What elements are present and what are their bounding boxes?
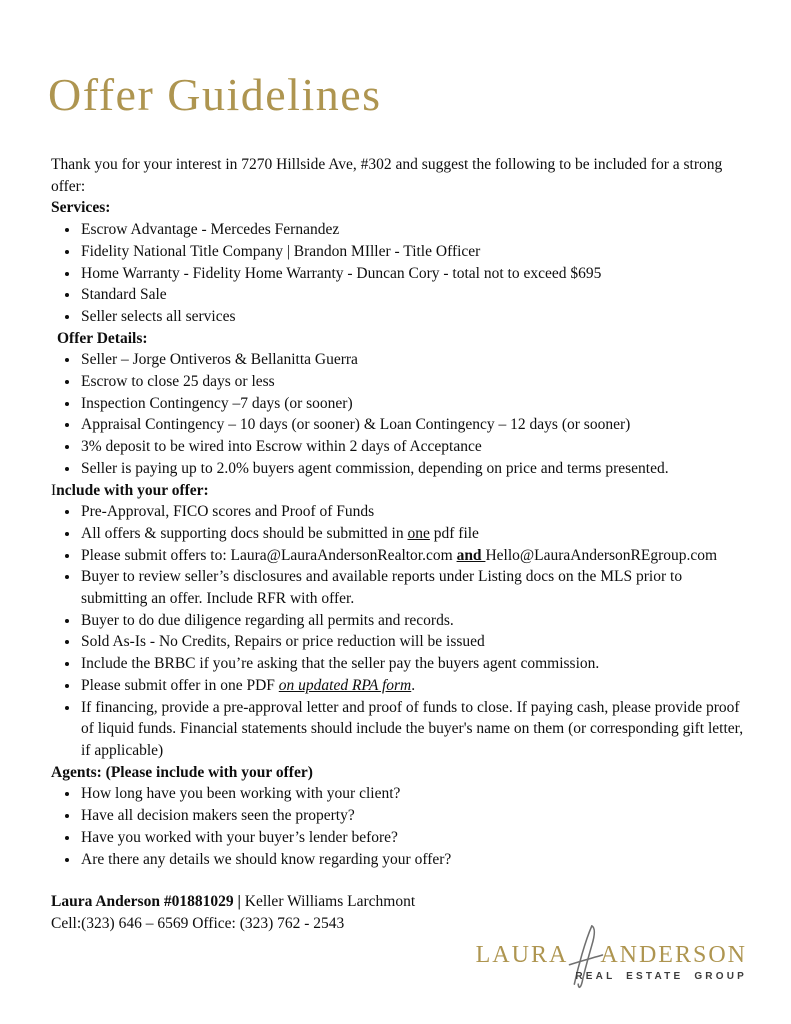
list-item (80, 675, 745, 697)
include-with-offer-list (51, 501, 745, 761)
list-item (80, 827, 745, 849)
intro-paragraph: Thank you for your interest in 7270 Hillside Ave, #302 and suggest the following to be included for a strong offer: (51, 156, 723, 195)
text-segment: Inspection Contingency –7 days (or sooner) (81, 394, 353, 412)
agent-name-license: Laura Anderson #01881029 | (51, 893, 241, 911)
logo-tagline: REAL ESTATE GROUP (575, 971, 747, 982)
text-segment: Seller selects all services (81, 307, 236, 325)
list-item (80, 414, 745, 436)
logo-anderson-text: ANDERSON (600, 942, 747, 969)
services-heading (51, 197, 745, 219)
text-segment: Hello@LauraAndersonREgroup.com (485, 546, 718, 564)
text-segment: Sold As-Is - No Credits, Repairs or price reduction will be issued (81, 633, 485, 651)
text-segment: one (407, 524, 430, 542)
text-segment: Seller – Jorge Ontiveros & Bellanitta Guerra (81, 351, 358, 369)
text-segment: Please submit offer in one PDF (81, 676, 279, 694)
list-item (80, 241, 745, 263)
list-item (80, 545, 745, 567)
list-item (80, 566, 745, 609)
text-segment: Agents: (Please include with your offer) (51, 763, 313, 781)
text-segment: on updated RPA form (278, 676, 412, 694)
text-segment: Services: (51, 199, 111, 217)
list-item (80, 805, 745, 827)
text-segment: nclude with your offer: (56, 481, 209, 499)
text-segment: Are there any details we should know regarding your offer? (81, 850, 452, 868)
text-segment: 3% deposit to be wired into Escrow within 2 days of Acceptance (81, 438, 482, 456)
brand-logo (475, 922, 747, 988)
list-item (80, 436, 745, 458)
text-segment: Escrow to close 25 days or less (81, 373, 275, 391)
list-item (80, 523, 745, 545)
brokerage-name: Keller Williams Larchmont (240, 893, 416, 911)
list-item (80, 653, 745, 675)
list-item (80, 849, 745, 871)
text-segment: . (411, 676, 416, 694)
services-list (51, 219, 745, 328)
list-item (80, 263, 745, 285)
logo-laura-text: LAURA (475, 942, 569, 969)
list-item (80, 697, 745, 762)
list-item (80, 458, 745, 480)
list-item (80, 371, 745, 393)
sections-container (51, 197, 745, 870)
list-item (80, 783, 745, 805)
text-segment: Include the BRBC if you’re asking that the seller pay the buyers agent commission. (81, 655, 600, 673)
text-segment: Standard Sale (81, 286, 167, 304)
list-item (80, 501, 745, 523)
text-segment: Seller is paying up to 2.0% buyers agent commission, depending on price and terms presented. (81, 459, 669, 477)
agent-license-line (51, 891, 745, 913)
list-item (80, 219, 745, 241)
text-segment: If financing, provide a pre-approval letter and proof of funds to close. If paying cash, please provide proof of liquid funds. Financial statements should include the buyer's name on them (or corresponding gift letter, if applicable) (81, 698, 744, 759)
text-segment: Pre-Approval, FICO scores and Proof of Funds (81, 503, 375, 521)
agents-list (51, 783, 745, 870)
text-segment: Escrow Advantage - Mercedes Fernandez (81, 221, 340, 239)
text-segment: Buyer to review seller’s disclosures and available reports under Listing docs on the MLS prior to submitting an offer. Include RFR with offer. (81, 568, 683, 608)
list-item (80, 306, 745, 328)
list-item (80, 349, 745, 371)
agents-heading (51, 762, 745, 784)
document-content (0, 69, 791, 935)
list-item (80, 610, 745, 632)
include-with-offer-heading (51, 480, 745, 502)
text-segment: Offer Details: (57, 329, 148, 347)
text-segment: pdf file (429, 524, 479, 542)
text-segment: Appraisal Contingency – 10 days (or sooner) & Loan Contingency – 12 days (or sooner) (81, 416, 631, 434)
offer-details-list (51, 349, 745, 479)
text-segment: Have you worked with your buyer’s lender before? (81, 828, 398, 846)
text-segment: I (51, 481, 57, 499)
phone-line: Cell:(323) 646 – 6569 Office: (323) 762 - 2543 (51, 914, 345, 932)
page-title: Offer Guidelines (48, 69, 382, 120)
list-item (80, 284, 745, 306)
text-segment: Fidelity National Title Company | Brandon MIller - Title Officer (81, 242, 481, 260)
list-item (80, 631, 745, 653)
text-segment: All offers & supporting docs should be submitted in (81, 524, 408, 542)
offer-details-heading (51, 328, 745, 350)
text-segment: Home Warranty - Fidelity Home Warranty - Duncan Cory - total not to exceed $695 (81, 264, 602, 282)
list-item (80, 393, 745, 415)
text-segment: How long have you been working with your client? (81, 785, 401, 803)
text-segment: Have all decision makers seen the property? (81, 807, 355, 825)
text-segment: Buyer to do due diligence regarding all permits and records. (81, 611, 454, 629)
text-segment: and (456, 546, 486, 564)
text-segment: Please submit offers to: Laura@LauraAndersonRealtor.com (81, 546, 457, 564)
